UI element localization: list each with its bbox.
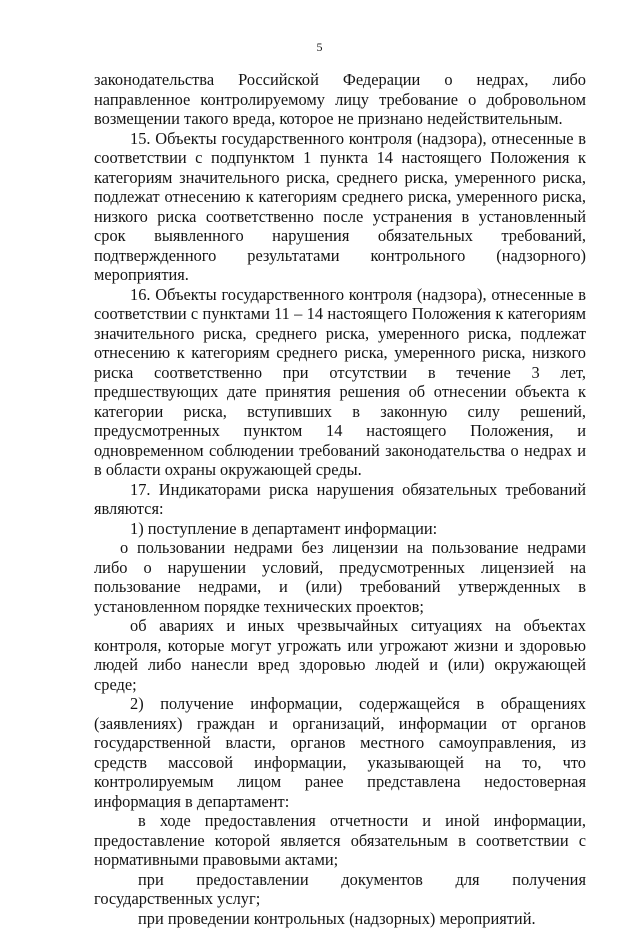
paragraph-item-17: 17. Индикаторами риска нарушения обязательных требований являются: [94,480,586,519]
paragraph-item-15: 15. Объекты государственного контроля (надзора), отнесенные в соответствии с подпунктом 1 пункта 14 настоящего Положения к категориям значительного риска, среднего риска, умеренного риска, подлежат отнесению к категориям среднего риска, умеренного риска, низкого риска соответственно после устранения в установленный срок выявленного нарушения обязательных требований, подтвержденного результатами контрольного (надзорного) мероприятия. [94,129,586,285]
document-body [94,70,586,928]
paragraph-item-17-2-control-measures: при проведении контрольных (надзорных) мероприятий. [94,909,586,928]
paragraph-item-17-2-state-services: при предоставлении документов для получения государственных услуг; [94,870,586,909]
paragraph-item-16: 16. Объекты государственного контроля (надзора), отнесенные в соответствии с пунктами 11 – 14 настоящего Положения к категориям значительного риска, среднего риска, умеренного риска, подлежат отнесению к категориям среднего риска, умеренного риска, низкого риска соответственно при отсутствии в течение 3 лет, предшествующих дате принятия решения об отнесении объекта к категории риска, вступивших в законную силу решений, предусмотренных пунктом 14 настоящего Положения, и одновременном соблюдении требований законодательства о недрах и в области охраны окружающей среды. [94,285,586,480]
paragraph-item-17-1: 1) поступление в департамент информации: [94,519,586,539]
paragraph-continuation: законодательства Российской Федерации о недрах, либо направленное контролируемому лицу требование о добровольном возмещении такого вреда, которое не признано недействительным. [94,70,586,129]
paragraph-item-17-2: 2) получение информации, содержащейся в обращениях (заявлениях) граждан и организаций, информации от органов государственной власти, органов местного самоуправления, из средств массовой информации, указывающей на то, что контролируемым лицом ранее представлена недостоверная информация в департамент: [94,694,586,811]
paragraph-item-17-1-accidents: об авариях и иных чрезвычайных ситуациях на объектах контроля, которые могут угрожать или угрожают жизни и здоровью людей либо нанесли вред здоровью людей и (или) окружающей среде; [94,616,586,694]
paragraph-item-17-2-reporting: в ходе предоставления отчетности и иной информации, предоставление которой является обязательным в соответствии с нормативными правовыми актами; [94,811,586,870]
page-number: 5 [0,40,639,54]
paragraph-item-17-1-unlicensed-use: о пользовании недрами без лицензии на пользование недрами либо о нарушении условий, предусмотренных лицензией на пользование недрами, и (или) требований утвержденных в установленном порядке технических проектов; [94,538,586,616]
